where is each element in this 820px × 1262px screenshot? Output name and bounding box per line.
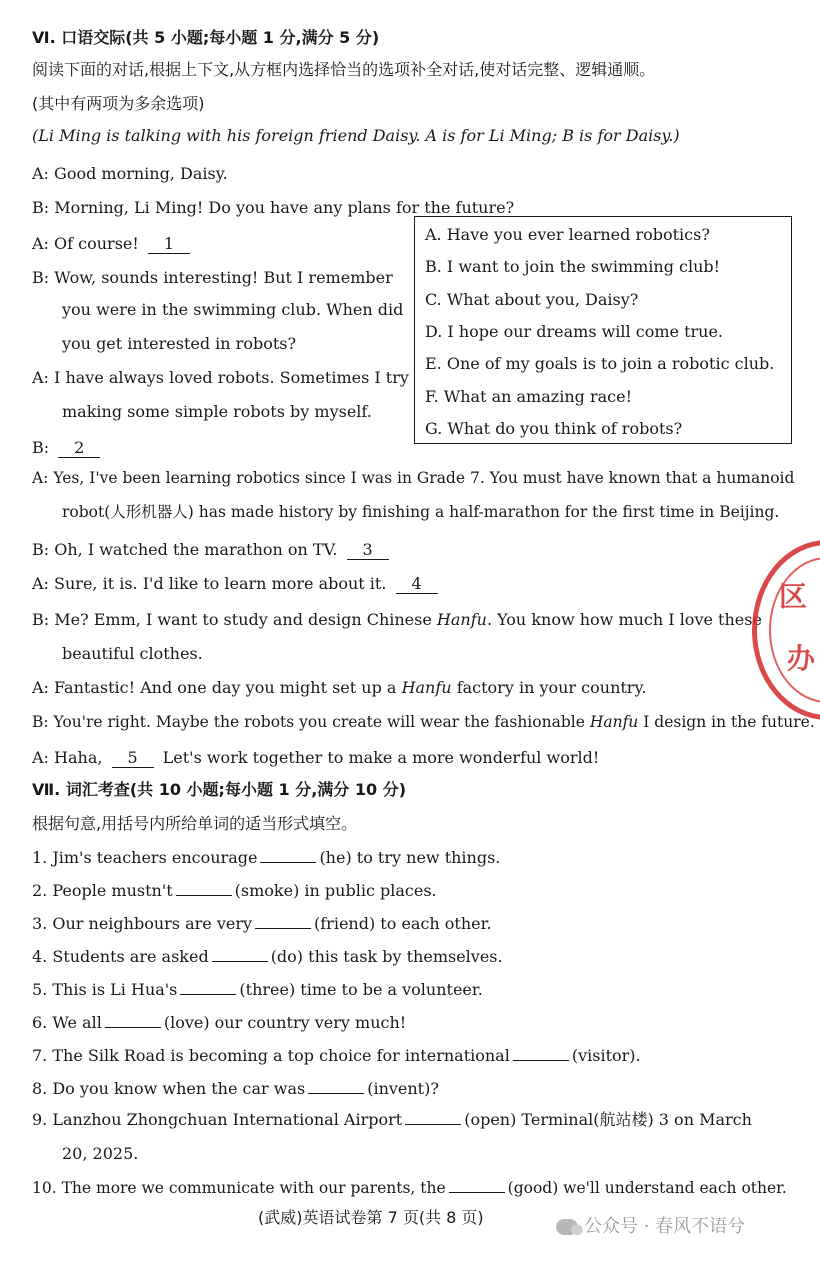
- vocab-text: (good) we'll understand each other.: [507, 1179, 787, 1197]
- dialogue-line: making some simple robots by myself.: [62, 402, 372, 421]
- section-6-note: (其中有两项为多余选项): [32, 94, 205, 113]
- option-c: C. What about you, Daisy?: [425, 290, 639, 309]
- vocab-item: [32, 846, 500, 870]
- stamp-glyph: 办: [787, 642, 816, 675]
- option-b: B. I want to join the swimming club!: [425, 257, 721, 276]
- hanfu-term: Hanfu: [401, 678, 452, 697]
- dialogue-line: robot(人形机器人) has made history by finishing a half-marathon for the first time in Beijing.: [62, 503, 780, 521]
- dialogue-text: A: Haha,: [32, 748, 103, 767]
- watermark-text: 公众号 · 春风不语兮: [584, 1216, 746, 1237]
- vocab-text: (invent)?: [367, 1079, 439, 1098]
- answer-blank-4[interactable]: 4: [396, 575, 438, 594]
- dialogue-line: you get interested in robots?: [62, 334, 297, 353]
- options-box: [414, 216, 792, 444]
- vocab-text: 9. Lanzhou Zhongchuan International Airport: [32, 1110, 403, 1129]
- dialogue-text: B: You're right. Maybe the robots you create will wear the fashionable: [32, 713, 585, 731]
- dialogue-line: [32, 746, 599, 770]
- vocab-item: [32, 978, 483, 1002]
- dialogue-context: (Li Ming is talking with his foreign friend Daisy. A is for Li Ming; B is for Daisy.): [32, 126, 680, 145]
- dialogue-line: B: Morning, Li Ming! Do you have any plans for the future?: [32, 198, 515, 217]
- vocab-item: [32, 1176, 787, 1200]
- wechat-icon: [556, 1219, 578, 1235]
- vocab-text: 6. We all: [32, 1013, 102, 1032]
- answer-blank-5[interactable]: 5: [112, 749, 154, 768]
- answer-blank-3[interactable]: 3: [347, 541, 389, 560]
- vocab-item: [32, 912, 492, 936]
- vocab-item: [32, 1077, 439, 1101]
- vocab-blank[interactable]: [255, 914, 311, 929]
- dialogue-text: . You know how much I love these: [486, 610, 762, 629]
- section-7-heading: Ⅶ. 词汇考查(共 10 小题;每小题 1 分,满分 10 分): [32, 780, 407, 799]
- vocab-item: [32, 879, 437, 903]
- vocab-text: (open) Terminal(航站楼) 3 on March: [464, 1110, 752, 1129]
- hanfu-term: Hanfu: [436, 610, 487, 629]
- dialogue-text: B:: [32, 438, 50, 457]
- vocab-text: 3. Our neighbours are very: [32, 914, 253, 933]
- vocab-text: (smoke) in public places.: [234, 881, 437, 900]
- dialogue-line: A: I have always loved robots. Sometimes I try: [32, 368, 409, 387]
- answer-blank-2[interactable]: 2: [58, 439, 100, 458]
- vocab-text: 2. People mustn't: [32, 881, 173, 900]
- watermark: [556, 1212, 745, 1238]
- dialogue-line: B: Wow, sounds interesting! But I remember: [32, 268, 393, 287]
- vocab-blank[interactable]: [405, 1110, 461, 1125]
- vocab-item: [32, 1011, 406, 1035]
- vocab-blank[interactable]: [513, 1046, 569, 1061]
- vocab-text: (visitor).: [571, 1046, 641, 1065]
- section-6-heading: Ⅵ. 口语交际(共 5 小题;每小题 1 分,满分 5 分): [32, 28, 380, 47]
- vocab-blank[interactable]: [212, 947, 268, 962]
- official-stamp: [752, 540, 820, 720]
- dialogue-line: [32, 232, 194, 256]
- option-d: D. I hope our dreams will come true.: [425, 322, 723, 341]
- option-g: G. What do you think of robots?: [425, 419, 683, 438]
- answer-blank-1[interactable]: 1: [148, 235, 190, 254]
- vocab-blank[interactable]: [260, 848, 316, 863]
- dialogue-line: [32, 572, 442, 596]
- page-footer: (武威)英语试卷第 7 页(共 8 页): [258, 1208, 484, 1227]
- dialogue-line: [32, 676, 646, 700]
- vocab-text: (three) time to be a volunteer.: [239, 980, 483, 999]
- vocab-item: [32, 1044, 641, 1068]
- vocab-text: 8. Do you know when the car was: [32, 1079, 306, 1098]
- stamp-glyph: 区: [779, 580, 808, 613]
- dialogue-text: A: Sure, it is. I'd like to learn more about it.: [32, 574, 387, 593]
- option-f: F. What an amazing race!: [425, 387, 632, 406]
- dialogue-text: I design in the future.: [643, 713, 815, 731]
- vocab-blank[interactable]: [105, 1013, 161, 1028]
- dialogue-text: B: Oh, I watched the marathon on TV.: [32, 540, 338, 559]
- section-7-instruction: 根据句意,用括号内所给单词的适当形式填空。: [32, 814, 358, 833]
- vocab-blank[interactable]: [449, 1178, 505, 1193]
- vocab-text: (he) to try new things.: [319, 848, 501, 867]
- dialogue-text: A: Fantastic! And one day you might set up a: [32, 678, 397, 697]
- dialogue-text: B: Me? Emm, I want to study and design Chinese: [32, 610, 432, 629]
- dialogue-line: A: Yes, I've been learning robotics since I was in Grade 7. You must have known that a humanoid: [32, 469, 795, 487]
- vocab-blank[interactable]: [176, 881, 232, 896]
- vocab-text: (love) our country very much!: [163, 1013, 407, 1032]
- vocab-text: 10. The more we communicate with our parents, the: [32, 1179, 446, 1197]
- dialogue-text: Let's work together to make a more wonderful world!: [162, 748, 600, 767]
- dialogue-line: you were in the swimming club. When did: [62, 300, 404, 319]
- section-6-instruction: 阅读下面的对话,根据上下文,从方框内选择恰当的选项补全对话,使对话完整、逻辑通顺。: [32, 60, 656, 79]
- dialogue-line: A: Good morning, Daisy.: [32, 164, 228, 183]
- dialogue-text: A: Of course!: [32, 234, 139, 253]
- option-a: A. Have you ever learned robotics?: [425, 225, 710, 244]
- vocab-text: (do) this task by themselves.: [270, 947, 503, 966]
- vocab-text: 1. Jim's teachers encourage: [32, 848, 258, 867]
- dialogue-line: [32, 608, 762, 632]
- vocab-text: 5. This is Li Hua's: [32, 980, 178, 999]
- vocab-item-continuation: 20, 2025.: [62, 1144, 139, 1163]
- dialogue-line: [32, 436, 104, 460]
- option-e: E. One of my goals is to join a robotic club.: [425, 354, 775, 373]
- dialogue-text: factory in your country.: [456, 678, 647, 697]
- vocab-text: (friend) to each other.: [314, 914, 492, 933]
- vocab-blank[interactable]: [308, 1079, 364, 1094]
- vocab-item: [32, 945, 503, 969]
- dialogue-line: [32, 538, 393, 562]
- vocab-text: 4. Students are asked: [32, 947, 209, 966]
- vocab-item: [32, 1108, 752, 1132]
- dialogue-line: [32, 710, 815, 734]
- vocab-blank[interactable]: [180, 980, 236, 995]
- dialogue-line: beautiful clothes.: [62, 644, 203, 663]
- vocab-text: 7. The Silk Road is becoming a top choice for international: [32, 1046, 510, 1065]
- hanfu-term: Hanfu: [589, 713, 639, 731]
